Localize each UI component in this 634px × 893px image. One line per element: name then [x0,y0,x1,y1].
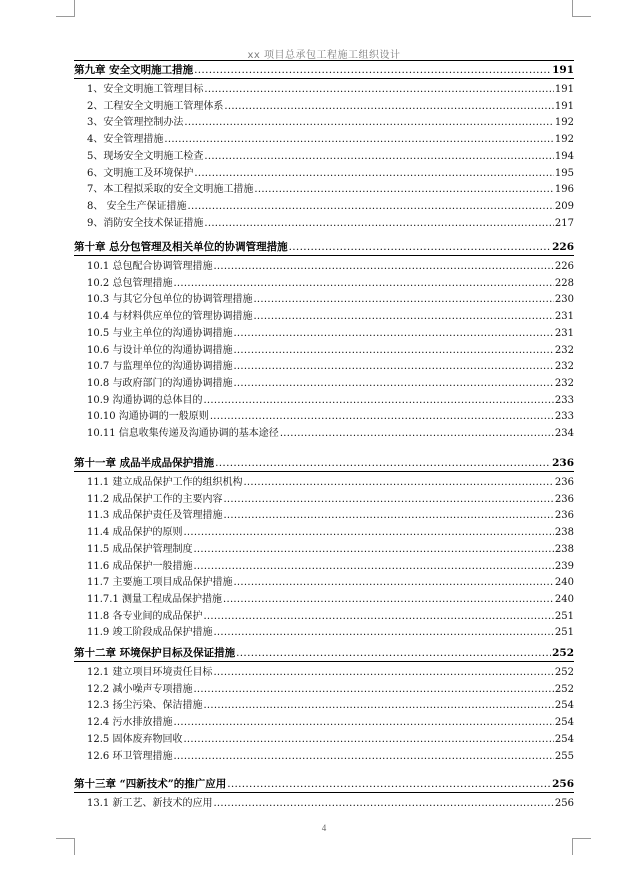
toc-entry-page: 196 [554,184,574,196]
toc-entry-page: 226 [552,241,574,253]
toc-leader-dots [223,510,553,522]
toc-entry-title: 12.4 污水排放措施 [87,717,173,729]
toc-entry-title: 10.7 与监理单位的沟通协调措施 [87,361,233,373]
toc-leader-dots [183,527,553,539]
toc-entry-title: 11.1 建立成品保护工作的组织机构 [87,477,243,488]
toc-entry-title: 10.9 沟通协调的总体目的 [87,394,203,406]
toc-chapter-entry[interactable] [74,778,574,790]
toc-entry-page: 232 [554,377,574,389]
toc-leader-dots [193,561,553,573]
crop-mark-top-right [572,0,591,17]
toc-leader-dots [253,311,553,323]
toc-entry-title: 1、安全文明施工管理目标 [87,84,204,95]
toc-leader-dots [215,457,551,469]
toc-entry-page: 256 [552,778,574,790]
toc-entry-page: 194 [554,150,574,162]
toc-item-entry[interactable] [74,411,574,423]
toc-entry-title: 12.2 减小噪声专项措施 [87,683,193,695]
toc-leader-dots [224,101,554,113]
toc-entry-page: 238 [554,527,574,539]
toc-leader-dots [193,684,553,696]
toc-entry-page: 232 [554,344,574,356]
toc-item-entry[interactable] [74,510,574,522]
toc-chapter-entry[interactable] [74,647,574,659]
toc-leader-dots [204,84,554,96]
toc-entry-page: 254 [554,733,574,745]
toc-entry-page: 232 [554,361,574,373]
toc-leader-dots [173,717,553,729]
toc-item-entry[interactable] [74,477,574,489]
toc-entry-title: 第十二章 环境保护目标及保证措施 [74,647,236,659]
toc-item-entry[interactable] [74,667,574,679]
chapter-rule [74,255,574,256]
toc-entry-page: 195 [554,167,574,179]
toc-leader-dots [203,611,553,623]
toc-leader-dots [183,734,553,746]
toc-entry-title: 11.7 主要施工项目成品保护措施 [87,577,233,589]
toc-item-entry[interactable] [74,561,574,573]
toc-entry-page: 254 [554,717,574,729]
toc-entry-page: 236 [554,477,574,488]
toc-entry-page: 191 [554,84,574,95]
toc-entry-title: 4、安全管理措施 [87,134,164,146]
toc-chapter-entry[interactable] [74,457,574,469]
toc-entry-page: 234 [554,428,574,439]
toc-item-entry[interactable] [74,278,574,290]
toc-entry-page: 254 [554,700,574,712]
toc-entry-title: 12.1 建立项目环境责任目标 [87,667,213,678]
toc-entry-title: 3、安全管理控制办法 [87,117,184,129]
toc-item-entry[interactable] [74,184,574,196]
toc-item-entry[interactable] [74,594,574,606]
toc-entry-page: 228 [554,277,574,289]
toc-item-entry[interactable] [74,201,574,213]
toc-entry-title: 11.2 成品保护工作的主要内容 [87,493,223,505]
toc-entry-title: 10.1 总包配合协调管理措施 [87,261,213,272]
toc-item-entry[interactable] [74,101,574,113]
crop-mark-top-left [56,0,75,17]
toc-leader-dots [164,134,554,146]
toc-item-entry[interactable] [74,627,574,639]
toc-entry-title: 10.11 信息收集传递及沟通协调的基本途径 [87,428,279,439]
toc-item-entry[interactable] [74,700,574,712]
toc-item-entry[interactable] [74,345,574,357]
toc-entry-title: 12.6 环卫管理措施 [87,750,173,762]
toc-entry-title: 11.4 成品保护的原则 [87,527,183,539]
toc-leader-dots [213,798,553,810]
toc-item-entry[interactable] [74,527,574,539]
toc-leader-dots [243,477,553,489]
toc-chapter-entry[interactable] [74,64,574,76]
toc-entry-page: 252 [552,647,574,659]
toc-entry-page: 192 [554,134,574,146]
toc-leader-dots [184,117,554,129]
toc-item-entry[interactable] [74,395,574,407]
toc-item-entry[interactable] [74,311,574,323]
toc-leader-dots [210,411,554,423]
toc-entry-title: 10.6 与设计单位的沟通协调措施 [87,344,233,356]
toc-entry-title: 11.7.1 测量工程成品保护措施 [87,593,222,605]
toc-item-entry[interactable] [74,151,574,163]
toc-leader-dots [223,494,553,506]
toc-entry-page: 191 [554,100,574,112]
toc-entry-title: 12.5 固体废弃物回收 [87,733,183,745]
toc-entry-title: 9、消防安全技术保证措施 [87,217,204,229]
toc-item-entry[interactable] [74,577,574,589]
toc-entry-page: 238 [554,543,574,555]
toc-leader-dots [233,378,553,390]
toc-entry-title: 10.4 与材料供应单位的管理协调措施 [87,311,253,323]
toc-leader-dots [193,544,553,556]
toc-entry-page: 240 [554,593,574,605]
toc-leader-dots [227,778,551,790]
toc-entry-page: 230 [554,294,574,306]
toc-item-entry[interactable] [74,611,574,623]
toc-entry-title: 第十章 总分包管理及相关单位的协调管理措施 [74,241,288,253]
toc-leader-dots [173,751,553,763]
chapter-rule [74,78,574,79]
toc-entry-title: 12.3 扬尘污染、保洁措施 [87,700,203,712]
toc-item-entry[interactable] [74,117,574,129]
toc-item-entry[interactable] [74,328,574,340]
toc-entry-page: 239 [554,560,574,572]
toc-entry-title: 10.10 沟通协调的一般原则 [87,411,209,423]
crop-mark-bottom-left [56,838,75,855]
toc-entry-title: 7、本工程拟采取的安全文明施工措施 [87,184,254,196]
chapter-rule [74,792,574,793]
toc-item-entry[interactable] [74,428,574,440]
toc-entry-page: 236 [554,493,574,505]
toc-entry-title: 11.8 各专业间的成品保护 [87,610,203,622]
toc-entry-page: 192 [554,117,574,129]
toc-entry-title: 11.3 成品保护责任及管理措施 [87,510,223,522]
toc-item-entry[interactable] [74,294,574,306]
toc-item-entry[interactable] [74,544,574,556]
toc-leader-dots [233,328,553,340]
toc-entry-page: 233 [554,394,574,406]
toc-item-entry[interactable] [74,751,574,763]
toc-leader-dots [194,64,551,76]
toc-leader-dots [280,428,554,440]
toc-entry-page: 240 [554,577,574,589]
toc-entry-page: 236 [554,510,574,522]
toc-leader-dots [233,345,553,357]
header-rule [74,60,574,61]
toc-leader-dots [203,700,553,712]
toc-entry-page: 251 [554,627,574,639]
toc-entry-title: 11.5 成品保护管理制度 [87,543,193,555]
toc-leader-dots [253,294,553,306]
toc-leader-dots [213,667,553,679]
toc-entry-title: 10.5 与业主单位的沟通协调措施 [87,327,233,339]
toc-leader-dots [236,647,551,659]
toc-entry-title: 11.9 竣工阶段成品保护措施 [87,627,213,639]
toc-entry-page: 236 [552,457,574,469]
toc-entry-page: 233 [554,411,574,423]
toc-entry-title: 5、现场安全文明施工检查 [87,150,204,162]
toc-item-entry[interactable] [74,717,574,729]
toc-entry-title: 8、 安全生产保证措施 [87,200,187,212]
toc-entry-title: 第九章 安全文明施工措施 [74,64,194,76]
toc-entry-page: 252 [554,667,574,678]
toc-entry-page: 255 [554,750,574,762]
toc-item-entry[interactable] [74,378,574,390]
toc-entry-page: 231 [554,311,574,323]
toc-entry-title: 11.6 成品保护一般措施 [87,560,193,572]
chapter-rule [74,661,574,662]
toc-leader-dots [203,395,553,407]
toc-chapter-entry[interactable] [74,241,574,253]
toc-item-entry[interactable] [74,361,574,373]
toc-item-entry[interactable] [74,134,574,146]
toc-entry-title: 10.3 与其它分包单位的协调管理措施 [87,294,253,306]
toc-item-entry[interactable] [74,734,574,746]
toc-entry-page: 251 [554,610,574,622]
toc-leader-dots [233,577,553,589]
toc-leader-dots [213,627,553,639]
toc-entry-title: 第十三章 “四新技术”的推广应用 [74,778,227,790]
toc-item-entry[interactable] [74,218,574,230]
toc-leader-dots [254,184,554,196]
toc-leader-dots [204,151,554,163]
toc-entry-title: 10.8 与政府部门的沟通协调措施 [87,377,233,389]
toc-entry-page: 252 [554,683,574,695]
toc-entry-page: 256 [554,798,574,809]
toc-leader-dots [233,361,553,373]
toc-entry-title: 6、文明施工及环境保护 [87,167,194,179]
toc-leader-dots [194,168,554,180]
toc-entry-page: 209 [554,200,574,212]
toc-item-entry[interactable] [74,798,574,810]
crop-mark-bottom-right [572,838,591,855]
toc-item-entry[interactable] [74,494,574,506]
toc-leader-dots [213,261,553,273]
page-header: xx 项目总承包工程施工组织设计 [247,50,401,61]
toc-entry-page: 191 [552,64,574,76]
toc-entry-title: 2、工程安全文明施工管理体系 [87,100,224,112]
toc-item-entry[interactable] [74,84,574,96]
chapter-rule [74,471,574,472]
toc-entry-title: 10.2 总包管理措施 [87,277,173,289]
toc-leader-dots [173,278,553,290]
toc-leader-dots [188,201,554,213]
toc-leader-dots [204,218,554,230]
toc-leader-dots [289,241,551,253]
toc-entry-page: 231 [554,327,574,339]
toc-entry-title: 第十一章 成品半成品保护措施 [74,457,215,469]
toc-entry-page: 217 [554,217,574,229]
toc-item-entry[interactable] [74,684,574,696]
toc-leader-dots [223,594,554,606]
toc-item-entry[interactable] [74,261,574,273]
page-number: 4 [321,823,327,833]
toc-entry-title: 13.1 新工艺、新技术的应用 [87,798,213,809]
toc-item-entry[interactable] [74,168,574,180]
toc-entry-page: 226 [554,261,574,272]
